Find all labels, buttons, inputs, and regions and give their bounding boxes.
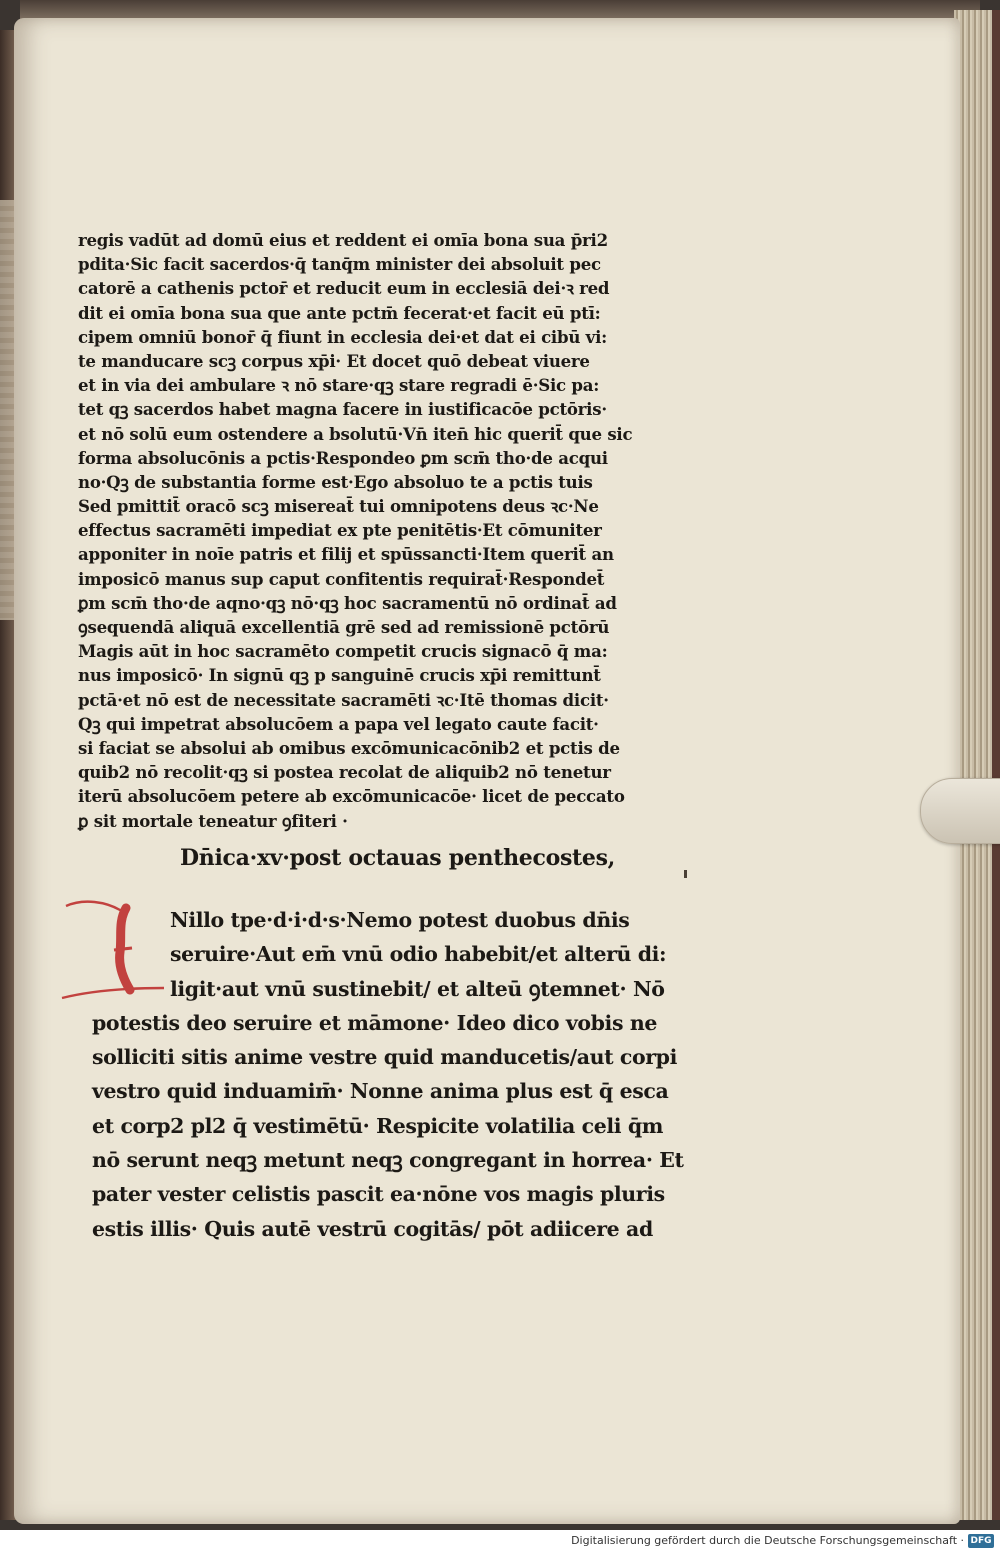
text-line: seruire·Aut em̄ vnū odio habebit/et alterū di: xyxy=(170,942,667,967)
text-line: solliciti sitis anime vestre quid manducetis/aut corpi xyxy=(92,1045,677,1070)
text-line: nō serunt neqꝫ metunt neqꝫ congregant in horrea· Et xyxy=(92,1148,684,1173)
text-line: tet qꝫ sacerdos habet magna facere in iustificacōe pctōris· xyxy=(78,399,607,420)
text-line: et nō solū eum ostendere a bsolutū·Vn̄ iten̄ hic querit̄ que sic xyxy=(78,423,633,444)
text-line: forma absolucōnis a pctis·Respondeo ꝑm scm̄ tho·de acqui xyxy=(78,447,608,468)
text-line: effectus sacramēti impediat ex pte penitētis·Et cōmuniter xyxy=(78,520,602,541)
section-heading: Dn̄ica·xv·post octauas penthecostes, xyxy=(180,845,616,871)
text-line: cipem omniū bonor̄ q̄ fiunt in ecclesia dei·et dat ei cibū vi: xyxy=(78,326,607,347)
funding-notice: Digitalisierung gefördert durch die Deutsche Forschungsgemeinschaft · xyxy=(571,1534,964,1547)
cover-edge xyxy=(992,10,1000,1520)
text-line: catorē a cathenis pctor̄ et reducit eum in ecclesiā dei·ꝛ red xyxy=(78,278,610,299)
text-line: Qꝫ qui impetrat absolucōem a papa vel legato caute facit· xyxy=(78,713,599,734)
footer-bar xyxy=(0,1530,1000,1553)
text-line: apponiter in noīe patris et filij et spūssancti·Item querit̄ an xyxy=(78,544,614,565)
ink-mark xyxy=(684,870,687,878)
text-line: ꝑm scm̄ tho·de aqno·qꝫ nō·qꝫ hoc sacramentū nō ordinat̄ ad xyxy=(78,592,617,613)
text-line: iterū absolucōem petere ab excōmunicacōe· licet de peccato xyxy=(78,786,625,807)
text-line: ligit·aut vnū sustinebit/ et alteū ꝯtemnet· Nō xyxy=(170,976,665,1001)
text-line: ꝑ sit mortale teneatur ꝯfiteri · xyxy=(78,810,348,831)
text-line: dit ei omīa bona sua que ante pctm̄ fecerat·et facit eū ptī: xyxy=(78,302,601,323)
text-line: pdita·Sic facit sacerdos·q̄ tanq̄m minister dei absoluit pec xyxy=(78,254,601,275)
text-line: pctā·et nō est de necessitate sacramēti ꝛc·Itē thomas dicit· xyxy=(78,689,609,710)
text-line: si faciat se absolui ab omibus excōmunicacōnib2 et pctis de xyxy=(78,737,620,758)
text-line: et corp2 pl2 q̄ vestimētū· Respicite volatilia celi q̄m xyxy=(92,1113,664,1138)
text-line: ꝯsequendā aliquā excellentiā grē sed ad remissionē pctōrū xyxy=(78,617,610,637)
page-clip xyxy=(920,778,1000,844)
text-line: Magis aūt in hoc sacramēto competit crucis signacō q̄ ma: xyxy=(78,641,608,662)
text-line: et in via dei ambulare ꝛ nō stare·qꝫ stare regradi ē·Sic pa: xyxy=(78,375,600,396)
text-line: imposicō manus sup caput confitentis requirat̄·Respondet̄ xyxy=(78,568,605,589)
dfg-logo: DFG xyxy=(968,1534,994,1548)
text-line: pater vester celistis pascit ea·nōne vos magis pluris xyxy=(92,1182,665,1207)
gospel-text xyxy=(92,903,702,1246)
text-line: te manducare scꝫ corpus xp̄i· Et docet quō debeat viuere xyxy=(78,350,590,371)
text-line: estis illis· Quis autē vestrū cogitās/ pōt adiicere ad xyxy=(92,1216,653,1241)
text-line: nus imposicō· In signū qꝫ p sanguinē crucis xp̄i remittunt̄ xyxy=(78,665,601,686)
body-text xyxy=(78,228,698,833)
text-line: quib2 nō recolit·qꝫ si postea recolat de aliquib2 nō tenetur xyxy=(78,762,611,783)
text-line: potestis deo seruire et māmone· Ideo dico vobis ne xyxy=(92,1010,657,1035)
text-line: regis vadūt ad domū eius et reddent ei omīa bona sua p̄ri2 xyxy=(78,230,608,250)
text-line: no·Qꝫ de substantia forme est·Ego absoluo te a pctis tuis xyxy=(78,471,593,492)
text-line: vestro quid induamim̄· Nonne anima plus est q̄ esca xyxy=(92,1079,669,1104)
text-line: Nillo tpe·d·i·d·s·Nemo potest duobus dn̄is xyxy=(170,908,630,932)
text-line: Sed pmittit̄ oracō scꝫ misereat̄ tui omnipotens deus ꝛc·Ne xyxy=(78,496,599,517)
